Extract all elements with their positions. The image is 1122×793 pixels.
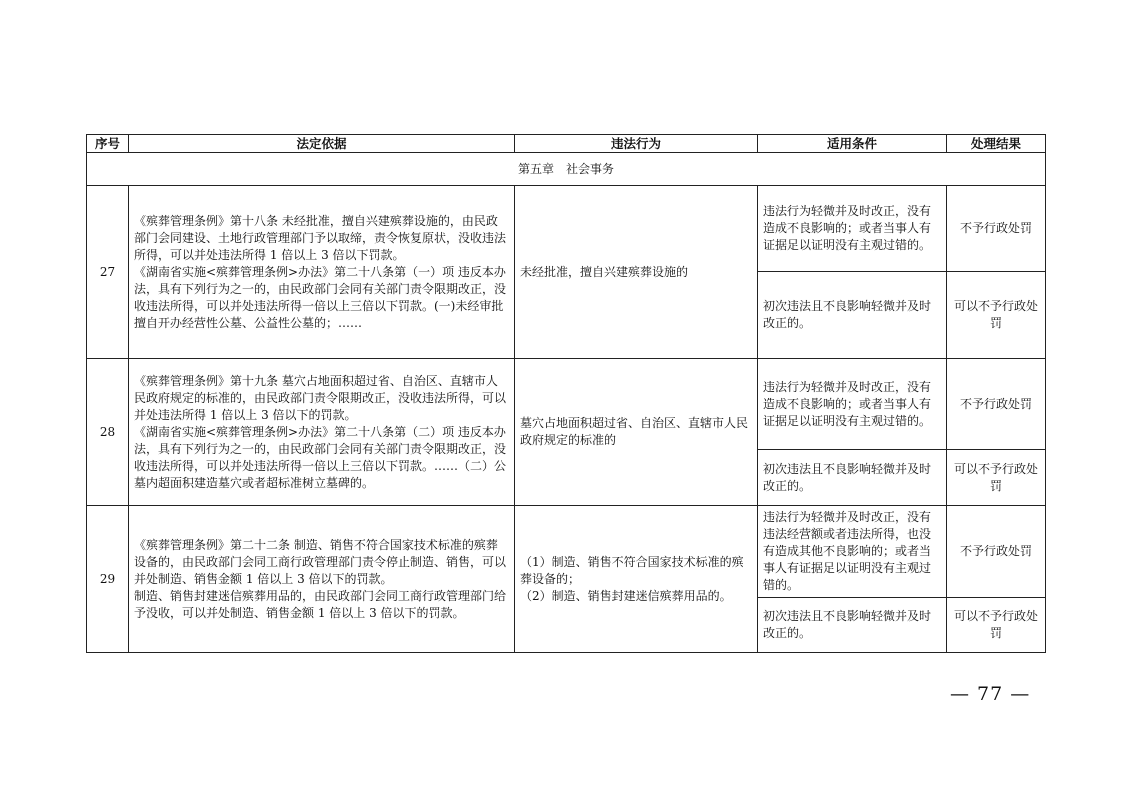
chapter-row	[87, 153, 1046, 186]
basis-paragraph: 制造、销售封建迷信殡葬用品的，由民政部门会同工商行政管理部门给予没收，可以并处制造、销售金额 1 倍以上 3 倍以下的罚款。	[134, 588, 507, 620]
row-result: 不予行政处罚	[947, 506, 1046, 598]
row-basis	[129, 506, 515, 653]
basis-paragraph: 《湖南省实施<殡葬管理条例>办法》第二十八条第（二）项 违反本办法，具有下列行为之一的，由民政部门会同有关部门责令限期改正，没收违法所得，可以并处违法所得一倍以上三倍以下罚款。……（二）公墓内超面积建造墓穴或者超标准树立墓碑的。	[134, 424, 507, 490]
row-basis	[129, 359, 515, 506]
header-condition: 适用条件	[758, 135, 947, 153]
row-seq: 27	[87, 186, 129, 359]
row-result: 不予行政处罚	[947, 359, 1046, 450]
basis-paragraph: 《殡葬管理条例》第十八条 未经批准，擅自兴建殡葬设施的，由民政部门会同建设、土地行政管理部门予以取缔，责令恢复原状，没收违法所得，可以并处违法所得 1 倍以上 3 倍以下罚款。	[134, 213, 507, 262]
row-seq: 28	[87, 359, 129, 506]
act-text: 墓穴占地面积超过省、自治区、直辖市人民政府规定的标准的	[520, 416, 749, 447]
row-act	[515, 506, 758, 653]
table-row	[87, 359, 1046, 450]
header-seq: 序号	[87, 135, 129, 153]
header-basis: 法定依据	[129, 135, 515, 153]
row-result: 可以不予行政处罚	[947, 450, 1046, 506]
row-act	[515, 359, 758, 506]
row-condition: 初次违法且不良影响轻微并及时改正的。	[758, 598, 947, 653]
row-condition: 违法行为轻微并及时改正，没有造成不良影响的；或者当事人有证据足以证明没有主观过错的。	[758, 359, 947, 450]
row-basis	[129, 186, 515, 359]
table-row	[87, 506, 1046, 598]
basis-paragraph: 《湖南省实施<殡葬管理条例>办法》第二十八条第（一）项 违反本办法，具有下列行为之一的，由民政部门会同有关部门责令限期改正，没收违法所得，可以并处违法所得一倍以上三倍以下罚款。(一)未经审批擅自开办经营性公墓、公益性公墓的；……	[134, 264, 507, 330]
header-act: 违法行为	[515, 135, 758, 153]
row-condition: 违法行为轻微并及时改正，没有违法经营额或者违法所得，也没有造成其他不良影响的；或者当事人有证据足以证明没有主观过错的。	[758, 506, 947, 598]
row-condition: 初次违法且不良影响轻微并及时改正的。	[758, 450, 947, 506]
act-text: 未经批准，擅自兴建殡葬设施的	[520, 264, 689, 279]
row-result: 可以不予行政处罚	[947, 272, 1046, 359]
table-header-row	[87, 135, 1046, 153]
row-result: 可以不予行政处罚	[947, 598, 1046, 653]
table-row	[87, 186, 1046, 272]
row-act	[515, 186, 758, 359]
row-condition: 违法行为轻微并及时改正，没有造成不良影响的；或者当事人有证据足以证明没有主观过错的。	[758, 186, 947, 272]
act-text: （1）制造、销售不符合国家技术标准的殡葬设备的；	[520, 554, 744, 586]
act-text: （2）制造、销售封建迷信殡葬用品的。	[520, 588, 732, 603]
chapter-title: 第五章 社会事务	[87, 153, 1046, 186]
header-result: 处理结果	[947, 135, 1046, 153]
penalty-exemption-table	[86, 134, 1046, 653]
basis-paragraph: 《殡葬管理条例》第十九条 墓穴占地面积超过省、自治区、直辖市人民政府规定的标准的，由民政部门责令限期改正，没收违法所得，可以并处违法所得 1 倍以上 3 倍以下的罚款。	[134, 373, 507, 422]
row-result: 不予行政处罚	[947, 186, 1046, 272]
row-condition: 初次违法且不良影响轻微并及时改正的。	[758, 272, 947, 359]
page-number: — 77 —	[950, 683, 1031, 705]
row-seq: 29	[87, 506, 129, 653]
basis-paragraph: 《殡葬管理条例》第二十二条 制造、销售不符合国家技术标准的殡葬设备的，由民政部门会同工商行政管理部门责令停止制造、销售，可以并处制造、销售金额 1 倍以上 3 倍以下的罚款。	[134, 537, 507, 586]
